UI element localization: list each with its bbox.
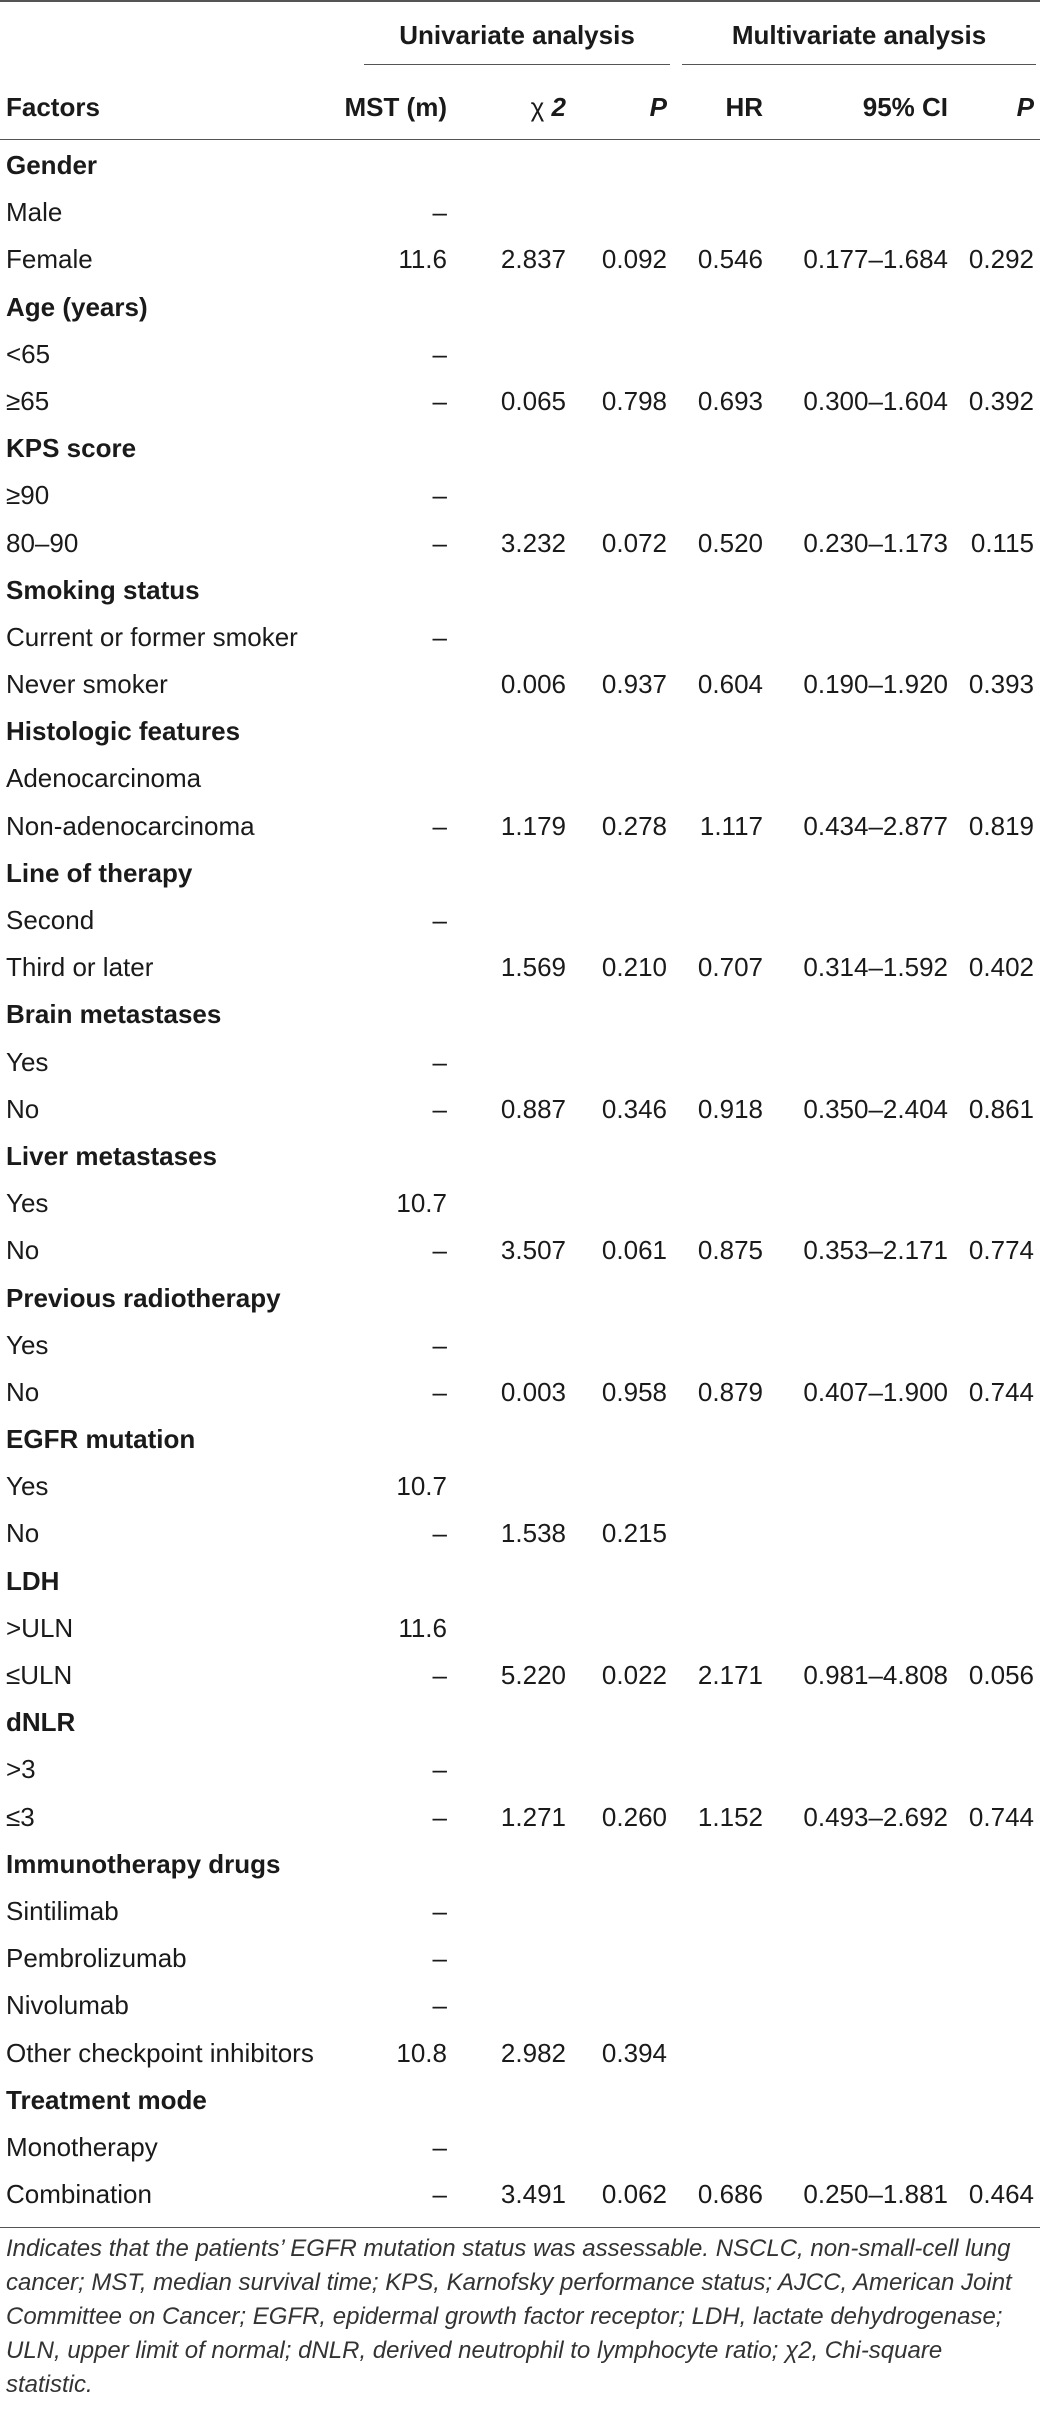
- section-header-row: [0, 142, 1040, 189]
- hr-cell: 1.117: [699, 810, 763, 841]
- table-row: [0, 944, 1040, 991]
- factor-label: Second: [6, 905, 95, 935]
- factor-label: 80–90: [6, 527, 79, 558]
- table-row: [0, 236, 1040, 283]
- factor-label: Other checkpoint inhibitors: [6, 2037, 314, 2068]
- factor-label: Third or later: [6, 952, 154, 983]
- p-univariate-cell: 0.022: [601, 1660, 667, 1690]
- bottom-rule: [0, 2227, 1040, 2228]
- mst-cell: –: [432, 1518, 447, 1549]
- mst-cell: –: [432, 905, 447, 935]
- chi2-cell: 3.507: [500, 1235, 566, 1266]
- factor-label: Previous radiotherapy: [6, 1282, 281, 1313]
- section-header-row: [0, 850, 1040, 897]
- section-header-row: [0, 1416, 1040, 1463]
- factor-label: ≥65: [6, 385, 50, 416]
- factor-label: Immunotherapy drugs: [6, 1848, 281, 1879]
- table-row: [0, 472, 1040, 519]
- col-header-chi2: [470, 92, 566, 123]
- factor-label: Combination: [6, 2179, 152, 2210]
- hr-cell: 1.152: [697, 1801, 763, 1832]
- chi2-cell: 1.538: [500, 1518, 566, 1549]
- chi2-cell: 0.003: [500, 1376, 566, 1407]
- ci-cell: 0.353–2.171: [803, 1235, 948, 1266]
- header-rule: [0, 139, 1040, 140]
- p-univariate-cell: 0.062: [601, 2179, 667, 2210]
- section-header-row: [0, 1841, 1040, 1888]
- table-row: [0, 1039, 1040, 1086]
- table-body: [0, 142, 1040, 2218]
- chi2-cell: 0.006: [500, 669, 566, 700]
- mst-cell: –: [432, 1329, 447, 1360]
- mst-cell: 11.6: [398, 244, 447, 275]
- table-row: [0, 1322, 1040, 1369]
- chi2-cell: 0.065: [500, 385, 566, 416]
- p-univariate-cell: 0.072: [601, 527, 667, 558]
- factor-label: No: [6, 1518, 40, 1549]
- p-univariate-cell: 0.958: [601, 1376, 667, 1407]
- factor-label: Monotherapy: [6, 2131, 158, 2162]
- hr-cell: 0.879: [697, 1376, 763, 1407]
- table-row: [0, 1180, 1040, 1227]
- mst-cell: –: [432, 1660, 447, 1690]
- col-header-p-univariate: P: [649, 92, 667, 122]
- hr-cell: 2.171: [697, 1660, 763, 1690]
- section-header-row: [0, 425, 1040, 472]
- table-row: [0, 1086, 1040, 1133]
- table-row: [0, 2030, 1040, 2077]
- table-row: [0, 1982, 1040, 2029]
- factor-label: Pembrolizumab: [6, 1943, 187, 1974]
- mst-cell: –: [432, 2179, 447, 2210]
- mst-cell: –: [432, 1801, 447, 1832]
- ci-cell: 0.300–1.604: [803, 385, 948, 416]
- ci-cell: 0.350–2.404: [803, 1093, 948, 1124]
- col-header-ci: 95% CI: [862, 92, 948, 122]
- factor-label: LDH: [6, 1565, 60, 1596]
- factor-label: Sintilimab: [6, 1895, 119, 1926]
- table-footnote: Indicates that the patients’ EGFR mutation status was assessable. NSCLC, non-small-cell lung cancer; MST, median survival time; KPS, Karnofsky performance status; AJCC, American Joint Committee on Cancer; EGFR, epidermal growth factor receptor; LDH, lactate dehydrogenase; ULN, upper limit of normal; dNLR, derived neutrophil to lymphocyte ratio; χ2, Chi-square statistic.: [6, 2235, 1012, 2398]
- table-row: [0, 2171, 1040, 2218]
- factor-label: >3: [6, 1754, 36, 1785]
- p-univariate-cell: 0.798: [601, 385, 667, 416]
- p-univariate-cell: 0.346: [601, 1093, 667, 1124]
- p-multivariate-cell: 0.115: [970, 527, 1034, 558]
- factor-label: Smoking status: [6, 574, 200, 605]
- ci-cell: 0.177–1.684: [803, 244, 948, 275]
- ci-cell: 0.190–1.920: [803, 669, 948, 700]
- mst-cell: –: [432, 197, 447, 228]
- factor-label: Yes: [6, 1046, 49, 1077]
- p-univariate-cell: 0.937: [601, 669, 667, 700]
- hr-cell: 0.875: [697, 1235, 763, 1266]
- chi-symbol: χ: [530, 92, 545, 122]
- factor-label: EGFR mutation: [6, 1424, 196, 1455]
- factor-label: Line of therapy: [6, 857, 193, 888]
- p-univariate-cell: 0.092: [601, 244, 667, 275]
- factor-label: Yes: [6, 1188, 49, 1219]
- mst-cell: –: [432, 1754, 447, 1785]
- table-row: [0, 1935, 1040, 1982]
- mst-cell: –: [432, 1235, 447, 1266]
- section-header-row: [0, 991, 1040, 1038]
- mst-cell: –: [432, 527, 447, 558]
- table-row: [0, 1652, 1040, 1699]
- mst-cell: –: [432, 385, 447, 416]
- univariate-group-header: Univariate analysis: [399, 20, 635, 50]
- p-multivariate-cell: 0.819: [968, 810, 1034, 841]
- multivariate-group-rule: [682, 64, 1036, 65]
- mst-cell: 11.6: [398, 1612, 447, 1643]
- chi-superscript: 2: [551, 92, 566, 122]
- factor-label: Age (years): [6, 291, 148, 322]
- mst-cell: 10.7: [396, 1471, 447, 1502]
- col-header-mst: MST (m): [344, 92, 447, 122]
- table-row: [0, 1227, 1040, 1274]
- mst-cell: –: [432, 480, 447, 511]
- table-row: [0, 1605, 1040, 1652]
- factor-label: Male: [6, 197, 63, 228]
- univariate-group-rule: [364, 64, 670, 65]
- col-header-p-multivariate: P: [1016, 92, 1034, 122]
- p-univariate-cell: 0.215: [601, 1518, 667, 1549]
- mst-cell: –: [432, 1046, 447, 1077]
- section-header-row: [0, 2077, 1040, 2124]
- factor-label: >ULN: [6, 1612, 74, 1643]
- p-multivariate-cell: 0.744: [968, 1376, 1034, 1407]
- multivariate-group-header: Multivariate analysis: [731, 20, 987, 50]
- mst-cell: –: [432, 1990, 447, 2021]
- p-multivariate-cell: 0.292: [968, 244, 1034, 275]
- section-header-row: [0, 567, 1040, 614]
- factor-label: Liver metastases: [6, 1140, 218, 1171]
- p-univariate-cell: 0.278: [601, 810, 667, 841]
- factor-label: ≥90: [6, 480, 50, 511]
- mst-cell: –: [432, 1376, 447, 1407]
- p-multivariate-cell: 0.392: [968, 385, 1034, 416]
- factor-label: <65: [6, 338, 51, 369]
- table-row: [0, 378, 1040, 425]
- ci-cell: 0.981–4.808: [803, 1660, 948, 1690]
- mst-cell: 10.7: [396, 1188, 447, 1219]
- ci-cell: 0.314–1.592: [803, 952, 948, 983]
- mst-cell: –: [432, 1943, 447, 1974]
- table-row: [0, 897, 1040, 944]
- factor-label: Current or former smoker: [6, 621, 298, 652]
- top-rule: [0, 0, 1040, 2]
- table-row: [0, 1888, 1040, 1935]
- ci-cell: 0.493–2.692: [803, 1801, 948, 1832]
- col-header-hr: HR: [725, 92, 763, 122]
- chi2-cell: 1.569: [500, 952, 566, 983]
- section-header-row: [0, 1133, 1040, 1180]
- factor-label: KPS score: [6, 433, 137, 464]
- table-row: [0, 1463, 1040, 1510]
- mst-cell: –: [432, 1093, 447, 1124]
- table-row: [0, 1369, 1040, 1416]
- p-univariate-cell: 0.061: [601, 1235, 667, 1266]
- chi2-cell: 5.220: [500, 1660, 566, 1690]
- table-row: [0, 331, 1040, 378]
- chi2-cell: 3.491: [500, 2179, 566, 2210]
- chi2-cell: 2.982: [500, 2037, 566, 2068]
- factor-label: ≤ULN: [6, 1660, 73, 1690]
- p-multivariate-cell: 0.744: [968, 1801, 1034, 1832]
- mst-cell: –: [432, 338, 447, 369]
- ci-cell: 0.230–1.173: [803, 527, 948, 558]
- mst-cell: 10.8: [396, 2037, 447, 2068]
- factor-label: Gender: [6, 150, 98, 180]
- ci-cell: 0.407–1.900: [803, 1376, 948, 1407]
- factor-label: Never smoker: [6, 669, 168, 700]
- factor-label: dNLR: [6, 1707, 76, 1738]
- p-multivariate-cell: 0.393: [968, 669, 1034, 700]
- factor-label: Female: [6, 244, 93, 275]
- p-multivariate-cell: 0.464: [968, 2179, 1034, 2210]
- ci-cell: 0.250–1.881: [803, 2179, 948, 2210]
- table-row: [0, 803, 1040, 850]
- p-multivariate-cell: 0.861: [968, 1093, 1034, 1124]
- p-multivariate-cell: 0.056: [968, 1660, 1034, 1690]
- factor-label: Yes: [6, 1329, 49, 1360]
- ci-cell: 0.434–2.877: [803, 810, 948, 841]
- mst-cell: –: [432, 1895, 447, 1926]
- factor-label: No: [6, 1235, 40, 1266]
- p-multivariate-cell: 0.774: [968, 1235, 1034, 1266]
- col-header-factors: Factors: [6, 92, 100, 122]
- hr-cell: 0.686: [697, 2179, 763, 2210]
- section-header-row: [0, 1558, 1040, 1605]
- factor-label: Adenocarcinoma: [6, 763, 202, 794]
- factor-label: Brain metastases: [6, 999, 222, 1030]
- hr-cell: 0.693: [697, 385, 763, 416]
- table-row: [0, 520, 1040, 567]
- factor-label: No: [6, 1376, 40, 1407]
- mst-cell: –: [432, 621, 447, 652]
- mst-cell: –: [432, 2131, 447, 2162]
- chi2-cell: 2.837: [500, 244, 566, 275]
- chi2-cell: 0.887: [500, 1093, 566, 1124]
- p-univariate-cell: 0.260: [601, 1801, 667, 1832]
- chi2-cell: 1.179: [500, 810, 566, 841]
- factor-label: Nivolumab: [6, 1990, 129, 2021]
- factor-label: ≤3: [6, 1801, 35, 1832]
- table-row: [0, 1510, 1040, 1557]
- factor-label: Yes: [6, 1471, 49, 1502]
- p-univariate-cell: 0.210: [601, 952, 667, 983]
- p-multivariate-cell: 0.402: [968, 952, 1034, 983]
- mst-cell: –: [432, 810, 447, 841]
- section-header-row: [0, 1275, 1040, 1322]
- chi2-cell: 3.232: [500, 527, 566, 558]
- table-row: [0, 2124, 1040, 2171]
- table-row: [0, 614, 1040, 661]
- table-row: [0, 755, 1040, 802]
- factor-label: No: [6, 1093, 40, 1124]
- section-header-row: [0, 1699, 1040, 1746]
- hr-cell: 0.520: [697, 527, 763, 558]
- p-univariate-cell: 0.394: [601, 2037, 667, 2068]
- chi2-cell: 1.271: [500, 1801, 566, 1832]
- table-row: [0, 1746, 1040, 1793]
- table-row: [0, 1794, 1040, 1841]
- factor-label: Treatment mode: [6, 2084, 207, 2115]
- table-row: [0, 189, 1040, 236]
- section-header-row: [0, 284, 1040, 331]
- hr-cell: 0.604: [697, 669, 763, 700]
- factor-label: Non-adenocarcinoma: [6, 810, 255, 841]
- hr-cell: 0.918: [697, 1093, 763, 1124]
- factor-label: Histologic features: [6, 716, 241, 747]
- hr-cell: 0.707: [697, 952, 763, 983]
- table-row: [0, 661, 1040, 708]
- section-header-row: [0, 708, 1040, 755]
- hr-cell: 0.546: [697, 244, 763, 275]
